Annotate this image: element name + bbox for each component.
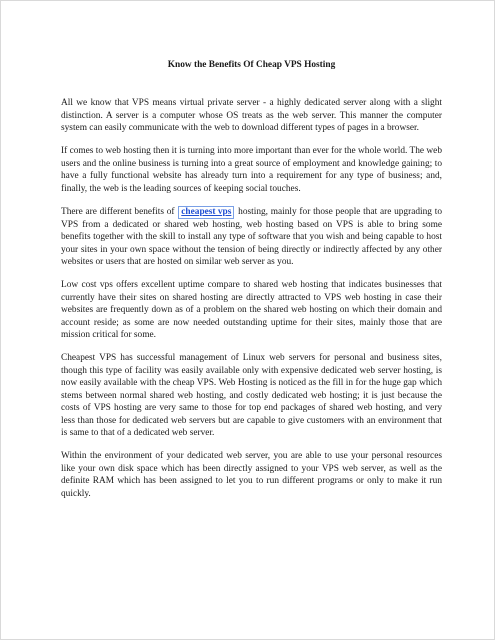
cheapest-vps-link[interactable]: cheapest vps: [178, 206, 234, 219]
paragraph-4: Low cost vps offers excellent uptime compare to shared web hosting that indicates businesses that currently have their sites on shared hosting are directly attracted to VPS web hosting in case their websites are frequently down as of a problem on the shared web hosting on which their domain and account reside; as some are now needed outstanding uptime for their sites, mainly those that are mission critical for some.: [61, 280, 442, 340]
document-title: Know the Benefits Of Cheap VPS Hosting: [167, 60, 336, 70]
paragraph-1: All we know that VPS means virtual private server - a highly dedicated server along with a slight distinction. A server is a computer whose OS treats as the web server. This manner the computer system can easily communicate with the web to download different types of pages in a browser.: [61, 98, 442, 133]
paragraph-5: Cheapest VPS has successful management of Linux web servers for personal and business sites, though this type of facility was easily available only with expensive dedicated web server hosting, is now easily available with the cheap VPS. Web Hosting is noticed as the fill in for the huge gap which stems between normal shared web hosting, and costly dedicated web hosting; it is just because the costs of VPS hosting are very same to those for top end packages of shared web hosting, and very less than those for dedicated web servers but are capable to give customers with an environment that is same to that of a dedicated web server.: [61, 353, 442, 438]
paragraph-3-after-link: hosting, mainly for those people that are upgrading to VPS from a dedicated or shared web hosting, web hosting based on VPS is able to bring some benefits together with the skill to install any type of software that you wish and being capable to host your sites in your own space without the tension of being directly or indirectly affected by any other websites or users that are hosted on similar web server as you.: [61, 206, 442, 267]
paragraph-2: If comes to web hosting then it is turning into more important than ever for the whole world. The web users and the online business is turning into a great source of employment and knowledge gaining; to have a fully functional website has already turn into a requirement for any type of business; and, finally, the web is the leading sources of keeping social touches.: [61, 146, 442, 194]
document-body: [61, 59, 442, 511]
paragraph-3: [61, 206, 442, 269]
paragraph-3-before-link: There are different benefits of: [61, 206, 175, 217]
paragraph-6: Within the environment of your dedicated web server, you are able to use your personal resources like your own disk space which has been directly assigned to your VPS web server, as well as the definite RAM which has been assigned to let you to run different programs or only to make it run quickly.: [61, 451, 442, 499]
